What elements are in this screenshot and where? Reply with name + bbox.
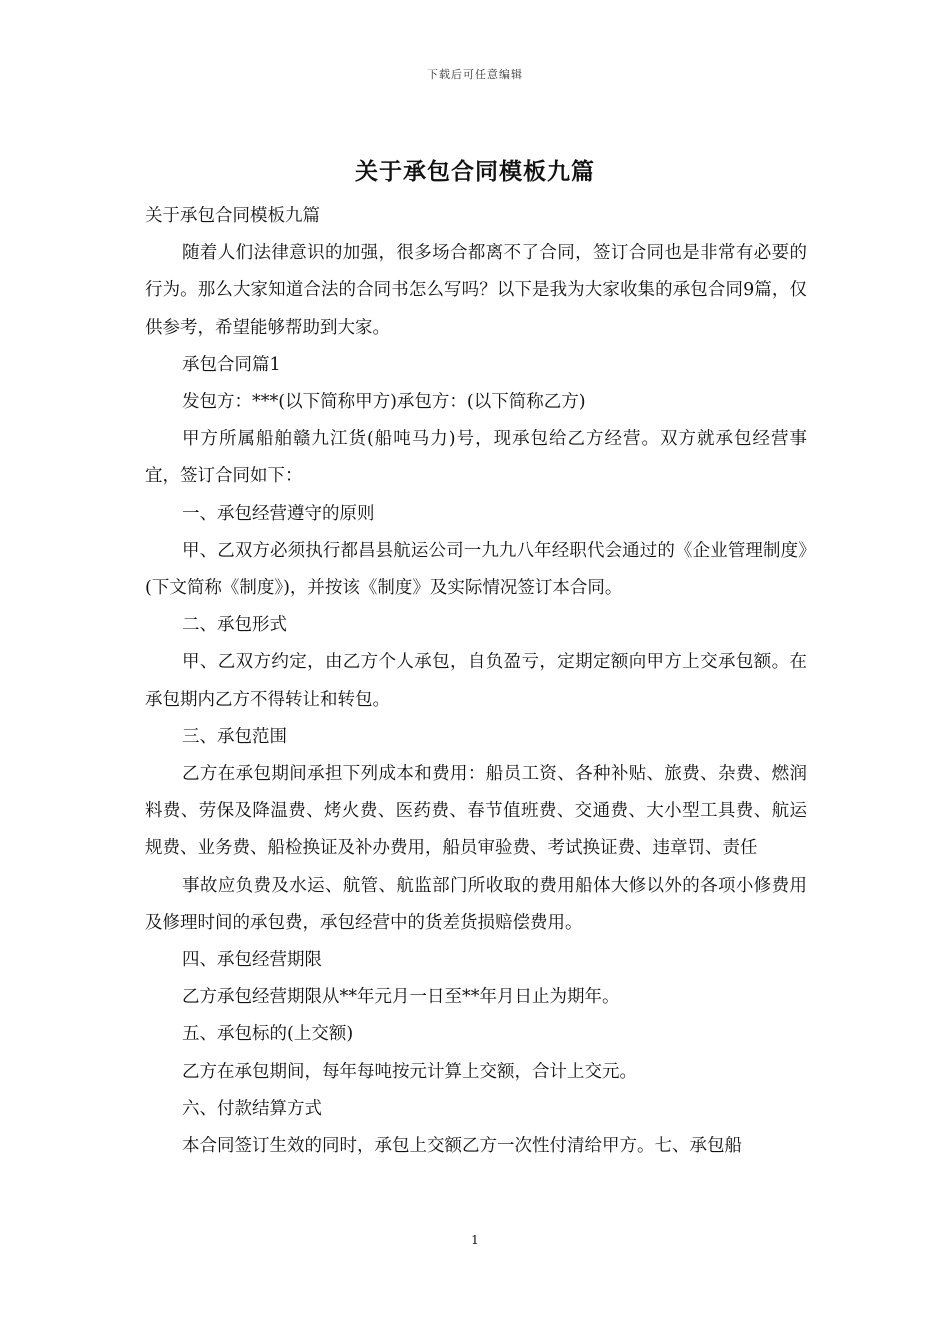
section-heading: 六、付款结算方式 [182,1098,322,1119]
paragraph: 发包方：***(以下简称甲方)承包方：(以下简称乙方) [182,392,586,413]
paragraph: 关于承包合同模板九篇 [145,206,320,226]
paragraph: 乙方承包经营期限从**年元月一日至**年月日止为期年。 [182,987,620,1008]
paragraph: 事故应负费及水运、航管、航监部门所收取的费用船体大修以外的各项小修费用及修理时间的承包费，承包经营中的货差货损赔偿费用。 [145,875,807,933]
section-heading: 四、承包经营期限 [182,950,322,971]
paragraph: 甲、乙双方约定，由乙方个人承包，自负盈亏，定期定额向甲方上交承包额。在承包期内乙方不得转让和转包。 [145,652,807,710]
page-number: 1 [471,1233,479,1247]
document-body [145,198,807,1165]
page-header: 下载后可任意编辑 [427,68,523,81]
paragraph: 甲、乙双方必须执行都昌县航运公司一九九八年经职代会通过的《企业管理制度》(下文简称《制度》)，并按该《制度》及实际情况签订本合同。 [145,540,807,599]
paragraph: 甲方所属船舶赣九江货(船吨马力)号，现承包给乙方经营。双方就承包经营事宜，签订合同如下： [145,429,807,487]
paragraph: 本合同签订生效的同时，承包上交额乙方一次性付清给甲方。七、承包船 [182,1136,742,1157]
section-heading: 二、承包形式 [182,615,287,636]
document-title: 关于承包合同模板九篇 [355,158,595,185]
section-heading: 承包合同篇1 [182,354,281,375]
section-heading: 三、承包范围 [182,726,287,747]
paragraph: 乙方在承包期间承担下列成本和费用：船员工资、各种补贴、旅费、杂费、燃润料费、劳保及降温费、烤火费、医药费、春节值班费、交通费、大小型工具费、航运规费、业务费、船检换证及补办费用，船员审验费、考试换证费、违章罚、责任 [145,764,807,859]
paragraph: 随着人们法律意识的加强，很多场合都离不了合同，签订合同也是非常有必要的行为。那么大家知道合法的合同书怎么写吗？以下是我为大家收集的承包合同9篇，仅供参考，希望能够帮助到大家。 [145,243,807,338]
paragraph: 乙方在承包期间，每年每吨按元计算上交额，合计上交元。 [182,1061,637,1082]
section-heading: 五、承包标的(上交额) [182,1024,354,1045]
section-heading: 一、承包经营遵守的原则 [182,503,375,524]
